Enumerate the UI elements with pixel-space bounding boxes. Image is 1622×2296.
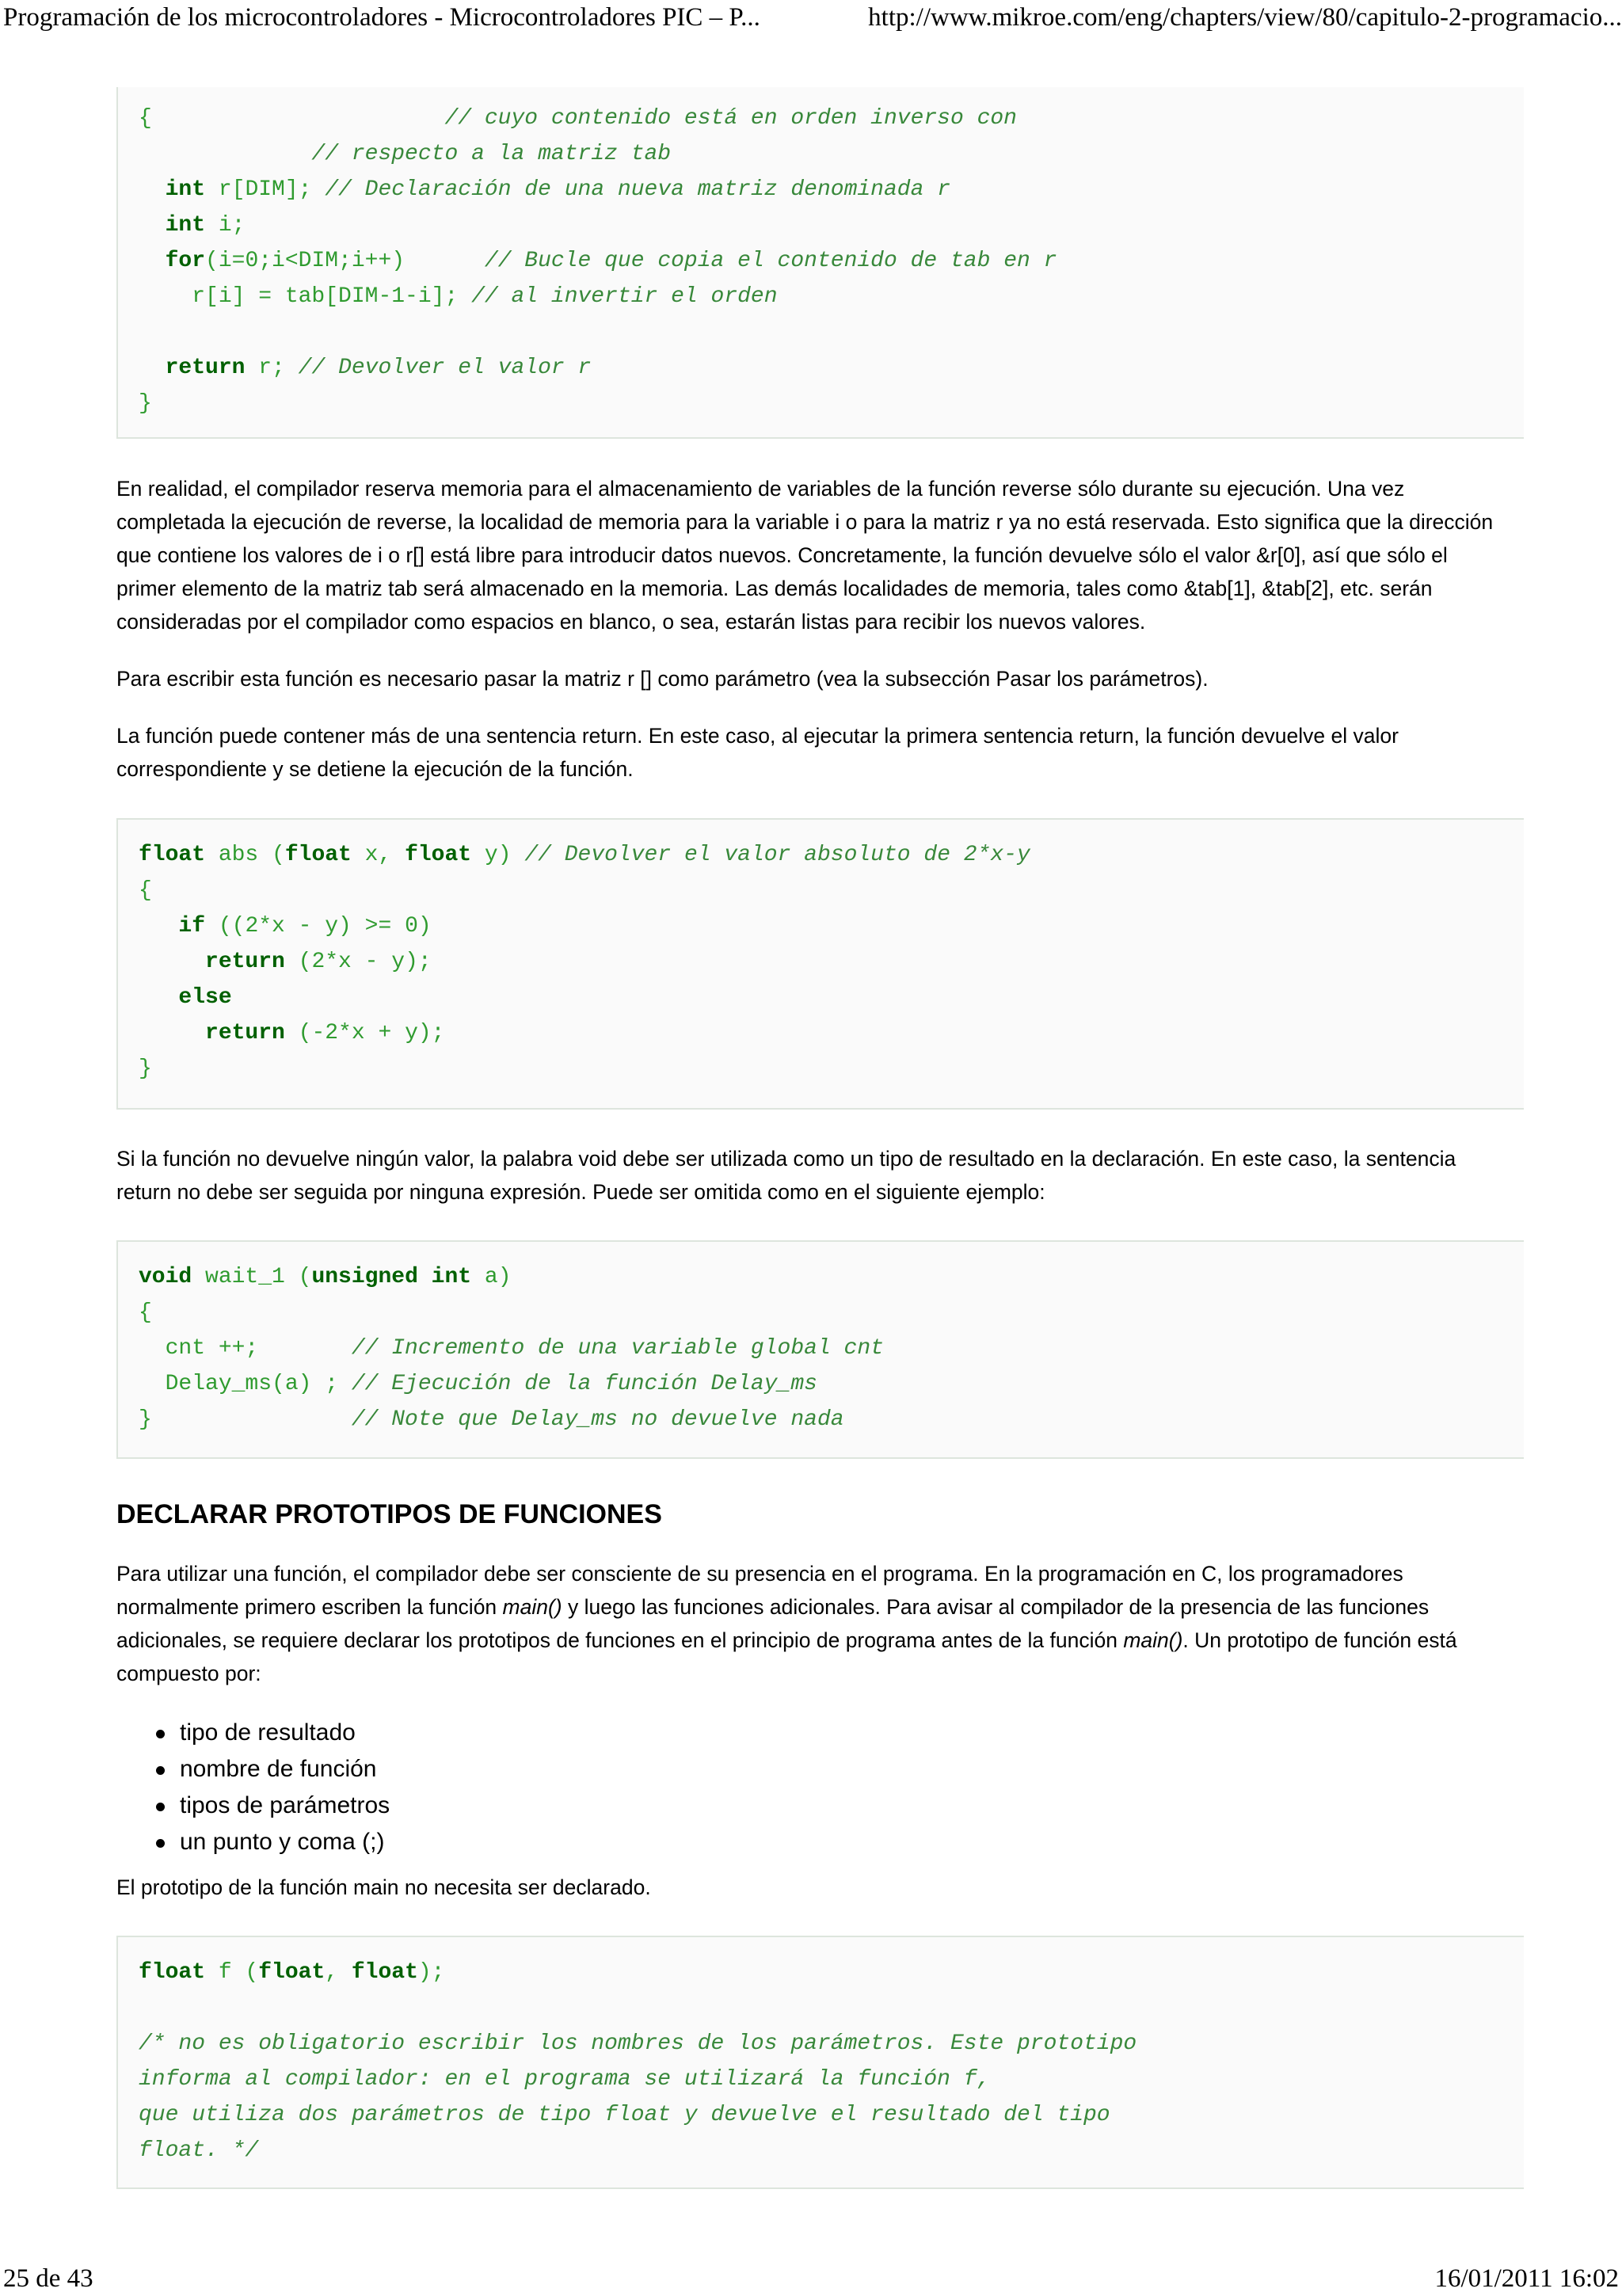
code-comment: informa al compilador: en el programa se utilizará la función f, <box>139 2067 991 2092</box>
code-line <box>139 314 1524 350</box>
code-keyword: void <box>139 1265 192 1289</box>
code-text: ((2*x - y) >= 0) <box>205 914 432 939</box>
code-text: r[DIM]; <box>205 177 326 202</box>
code-text <box>139 177 166 202</box>
code-text <box>139 249 166 273</box>
code-keyword: return <box>165 356 246 380</box>
code-comment: // Declaración de una nueva matriz denominada r <box>325 177 950 202</box>
code-text: wait_1 ( <box>192 1265 312 1289</box>
code-line <box>139 1402 1524 1437</box>
code-line <box>139 2097 1524 2133</box>
code-text <box>139 1021 205 1045</box>
code-text <box>139 356 166 380</box>
paragraph-pass-param: Para escribir esta función es necesario pasar la matriz r [] como parámetro (vea la subsección Pasar los parámetros). <box>116 667 1209 691</box>
page-number: 25 de 43 <box>3 2264 93 2293</box>
code-keyword: else <box>178 985 232 1010</box>
code-text: r[i] = tab[DIM-1-i]; <box>139 284 472 309</box>
code-line <box>139 908 1524 944</box>
code-line <box>139 837 1524 873</box>
code-text: Delay_ms(a) ; <box>139 1372 352 1396</box>
code-block-reverse <box>116 87 1524 439</box>
code-text: (-2*x + y); <box>284 1021 445 1045</box>
list-item <box>116 1715 908 1751</box>
code-line <box>139 1366 1524 1402</box>
prototype-parts-list <box>116 1715 908 1860</box>
prototype-text-1: Para utilizar una función, el compilador debe ser consciente de su presencia en el programa. En la programación en C, los programadores normalmente primero escriben la función <box>116 1562 1403 1619</box>
main-function-ref-1: main() <box>502 1595 562 1619</box>
code-line <box>139 136 1524 172</box>
code-line <box>139 386 1524 421</box>
code-text: a) <box>471 1265 512 1289</box>
code-comment: // respecto a la matriz tab <box>139 142 672 166</box>
list-item-label: nombre de función <box>180 1756 377 1782</box>
code-line <box>139 243 1524 279</box>
code-text: } <box>139 391 152 416</box>
code-line <box>139 2026 1524 2062</box>
list-item-label: un punto y coma (;) <box>180 1829 385 1855</box>
code-block-abs <box>116 818 1524 1110</box>
paragraph-return: La función puede contener más de una sentencia return. En este caso, al ejecutar la primera sentencia return, la función devuelve el valor correspondiente y se detiene la ejecución de la función. <box>116 724 1399 781</box>
section-heading: DECLARAR PROTOTIPOS DE FUNCIONES <box>116 1499 662 1529</box>
code-text: } <box>139 1057 152 1081</box>
code-keyword: unsigned int <box>311 1265 472 1289</box>
bullet-icon <box>156 1730 165 1738</box>
code-text: i; <box>205 213 246 238</box>
code-keyword: float <box>139 843 206 867</box>
bullet-icon <box>156 1839 165 1848</box>
page-title: Programación de los microcontroladores - Microcontroladores PIC – P... <box>3 3 760 32</box>
code-line <box>139 944 1524 980</box>
code-line <box>139 101 1524 136</box>
code-text: (2*x - y); <box>284 950 432 974</box>
print-header <box>0 0 1622 35</box>
code-text: { <box>139 1300 152 1325</box>
prototype-text-3: . Un prototipo de función está compuesto por: <box>116 1628 1457 1685</box>
code-comment: // Note que Delay_ms no devuelve nada <box>351 1407 844 1432</box>
code-comment: // cuyo contenido está en orden inverso con <box>444 106 1017 131</box>
code-line <box>139 1051 1524 1087</box>
code-keyword: if <box>178 914 206 939</box>
code-line <box>139 2062 1524 2097</box>
code-line <box>139 873 1524 908</box>
paragraph-void: Si la función no devuelve ningún valor, la palabra void debe ser utilizada como un tipo de resultado en la declaración. En este caso, la sentencia return no debe ser seguida por ninguna expresión. Puede ser omitida como en el siguiente ejemplo: <box>116 1147 1456 1204</box>
code-text: abs ( <box>205 843 285 867</box>
list-item <box>116 1824 908 1860</box>
code-comment: que utiliza dos parámetros de tipo float y devuelve el resultado del tipo <box>139 2103 1110 2127</box>
code-comment: float. */ <box>139 2138 259 2163</box>
bullet-icon <box>156 1803 165 1811</box>
bullet-icon <box>156 1766 165 1775</box>
code-keyword: int <box>165 177 206 202</box>
code-keyword: return <box>205 1021 285 1045</box>
page-url: http://www.mikroe.com/eng/chapters/view/80/capitulo-2-programacio... <box>868 3 1622 32</box>
code-text: x, <box>351 843 406 867</box>
code-text: { <box>139 106 445 131</box>
code-text: cnt ++; <box>139 1336 352 1361</box>
code-line <box>139 1015 1524 1051</box>
code-line <box>139 279 1524 314</box>
code-comment: // al invertir el orden <box>471 284 778 309</box>
code-comment: // Devolver el valor absoluto de 2*x-y <box>524 843 1030 867</box>
code-comment: /* no es obligatorio escribir los nombres de los parámetros. Este prototipo <box>139 2031 1137 2056</box>
code-line <box>139 2133 1524 2168</box>
code-text <box>139 950 205 974</box>
code-text: } <box>139 1407 352 1432</box>
paragraph-memory: En realidad, el compilador reserva memoria para el almacenamiento de variables de la función reverse sólo durante su ejecución. Una vez completada la ejecución de reverse, la localidad de memoria para la variable i o para la matriz r ya no está reservada. Esto significa que la dirección que contiene los valores de i o r[] está libre para introducir datos nuevos. Concretamente, la función devuelve sólo el valor &r[0], así que sólo el primer elemento de la matriz tab será almacenado en la memoria. Las demás localidades de memoria, tales como &tab[1], &tab[2], etc. serán consideradas por el compilador como espacios en blanco, o sea, estarán listas para recibir los nuevos valores. <box>116 477 1494 634</box>
code-text: { <box>139 878 152 903</box>
code-block-wait <box>116 1240 1524 1459</box>
code-keyword: float <box>405 843 472 867</box>
code-text: , <box>325 1960 352 1985</box>
code-text: r; <box>245 356 299 380</box>
prototype-text-2: y luego las funciones adicionales. Para avisar al compilador de la presencia de las funciones adicionales, se requiere declarar los prototipos de funciones en el principio de programa antes de la función <box>116 1595 1430 1652</box>
print-footer <box>0 2261 1622 2296</box>
code-block-prototype <box>116 1936 1524 2189</box>
code-line <box>139 1295 1524 1331</box>
code-keyword: float <box>139 1960 206 1985</box>
paragraph-prototypes <box>116 1557 1510 1690</box>
code-keyword: return <box>205 950 285 974</box>
code-line <box>139 980 1524 1015</box>
code-line <box>139 1331 1524 1366</box>
code-text: f ( <box>205 1960 259 1985</box>
code-text <box>139 914 178 939</box>
code-keyword: for <box>165 249 206 273</box>
code-text: ); <box>417 1960 445 1985</box>
code-keyword: int <box>165 213 206 238</box>
code-comment: // Ejecución de la función Delay_ms <box>351 1372 817 1396</box>
list-item-label: tipos de parámetros <box>180 1792 390 1818</box>
list-item-label: tipo de resultado <box>180 1719 356 1746</box>
main-function-ref-2: main() <box>1123 1628 1183 1652</box>
list-item <box>116 1788 908 1824</box>
code-keyword: float <box>284 843 352 867</box>
code-text <box>139 213 166 238</box>
code-comment: // Incremento de una variable global cnt <box>351 1336 884 1361</box>
code-text <box>139 985 178 1010</box>
code-line <box>139 208 1524 243</box>
code-comment: // Devolver el valor r <box>298 356 592 380</box>
code-text: (i=0;i<DIM;i++) <box>205 249 485 273</box>
code-line <box>139 350 1524 386</box>
code-comment: // Bucle que copia el contenido de tab en r <box>484 249 1057 273</box>
code-text: y) <box>471 843 525 867</box>
code-keyword: float <box>351 1960 418 1985</box>
list-item <box>116 1751 908 1788</box>
code-line <box>139 1955 1524 1990</box>
code-line <box>139 1259 1524 1295</box>
paragraph-main-prototype: El prototipo de la función main no necesita ser declarado. <box>116 1875 651 1899</box>
code-line <box>139 1990 1524 2026</box>
code-keyword: float <box>258 1960 326 1985</box>
code-line <box>139 172 1524 208</box>
print-datetime: 16/01/2011 16:02 <box>1434 2264 1619 2293</box>
